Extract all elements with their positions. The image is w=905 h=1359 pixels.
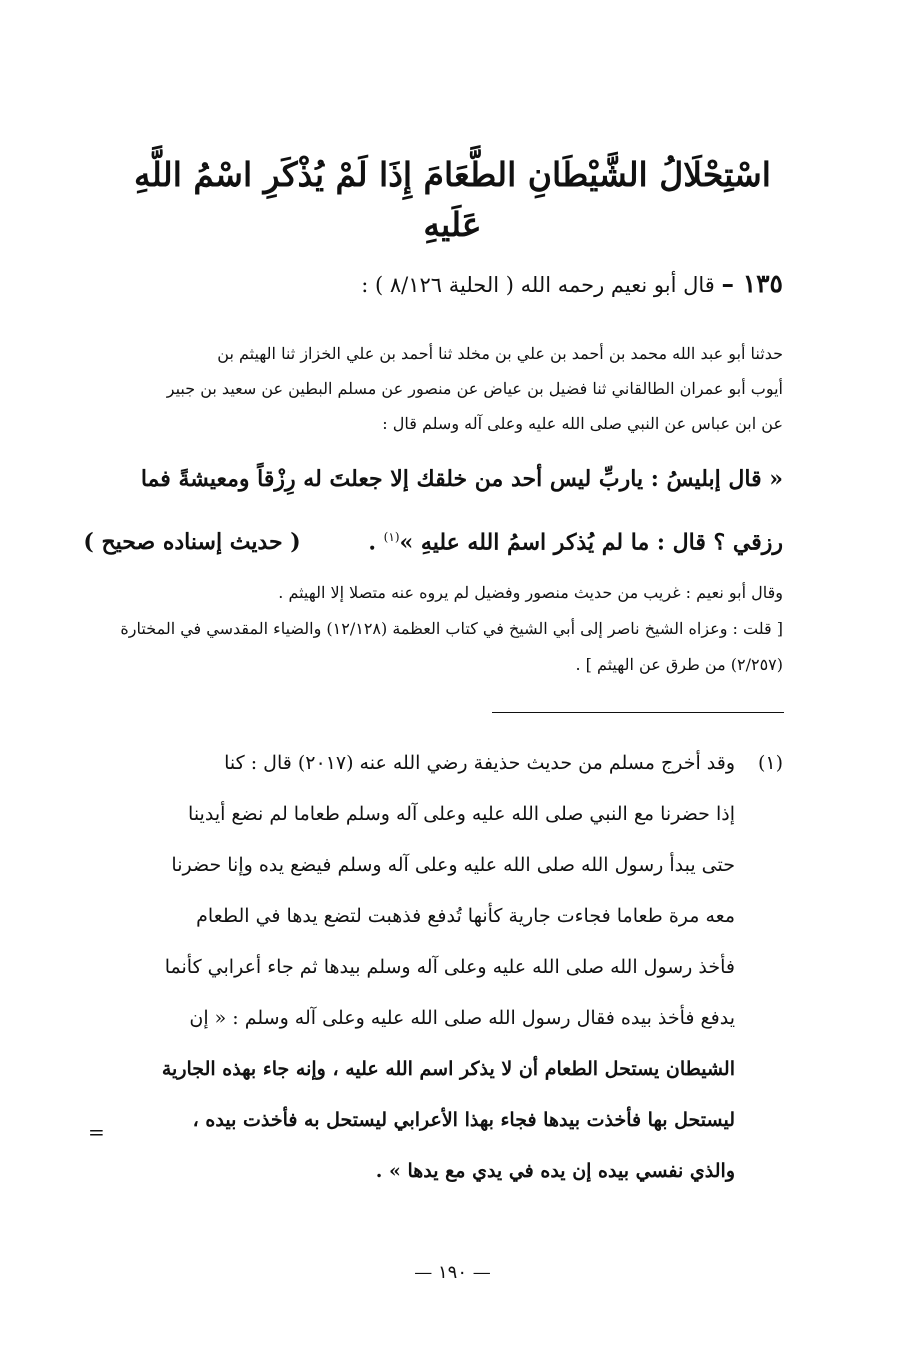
footnote bbox=[110, 738, 783, 1197]
footnote-bold-line: الشيطان يستحل الطعام أن لا يذكر اسم الله عليه ، وإنه جاء بهذه الجارية bbox=[161, 1058, 735, 1080]
chain-line: أيوب أبو عمران الطالقاني ثنا فضيل بن عياض عن منصور عن مسلم البطين عن سعيد بن جبير bbox=[166, 379, 783, 398]
hadith-intro: قال أبو نعيم رحمه الله ( الحلية ٨/١٢٦ ) : bbox=[361, 273, 715, 297]
footnote-line: حتى يبدأ رسول الله صلى الله عليه وعلى آله وسلم فيضع يده وإنا حضرنا bbox=[171, 854, 735, 876]
footnote-number: (١) bbox=[757, 752, 783, 774]
matn-line bbox=[83, 508, 783, 571]
footnote-line: إذا حضرنا مع النبي صلى الله عليه وعلى آله وسلم طعاما لم نضع أيدينا bbox=[188, 803, 735, 825]
note-line: وقال أبو نعيم : غريب من حديث منصور وفضيل لم يروه عنه متصلا إلا الهيثم . bbox=[278, 583, 783, 602]
hadith-grade: ( حديث إسناده صحيح ) bbox=[83, 529, 301, 556]
hadith-heading bbox=[100, 262, 783, 307]
hadith-notes bbox=[110, 575, 783, 683]
footnote-bold-line: ليستحل بها فأخذت بيدها فجاء بهذا الأعرابي ليستحل به فأخذت بيده ، bbox=[192, 1109, 735, 1131]
page-number: — ١٩٠ — bbox=[414, 1262, 491, 1283]
footnote-bold-line: والذي نفسي بيده إن يده في يدي مع يدها » . bbox=[375, 1160, 735, 1182]
chain-line: عن ابن عباس عن النبي صلى الله عليه وعلى آله وسلم قال : bbox=[382, 414, 783, 433]
footnote-body bbox=[110, 738, 735, 1197]
note-line: (٢/٢٥٧) من طرق عن الهيثم ] . bbox=[575, 655, 783, 674]
note-line: [ قلت : وعزاه الشيخ ناصر إلى أبي الشيخ في كتاب العظمة (١٢/١٢٨) والضياء المقدسي في المختارة bbox=[120, 619, 783, 638]
continuation-mark: = bbox=[88, 1120, 105, 1144]
matn-end: . bbox=[368, 529, 376, 556]
hadith-text bbox=[83, 450, 783, 571]
footnote-line: وقد أخرج مسلم من حديث حذيفة رضي الله عنه (٢٠١٧) قال : كنا bbox=[224, 752, 735, 774]
footnote-ref[interactable]: (١) bbox=[383, 530, 400, 544]
matn-line: « قال إبليسُ : ياربِّ ليس أحد من خلقك إلا جعلتَ له رِزْقاً ومعيشةً فما bbox=[140, 466, 783, 492]
chapter-title: اسْتِحْلَالُ الشَّيْطَانِ الطَّعَامَ إِذَا لَمْ يُذْكَرِ اسْمُ اللَّهِ عَلَيهِ bbox=[134, 155, 771, 244]
footnote-line: يدفع فأخذ بيده فقال رسول الله صلى الله عليه وعلى آله وسلم : « إن bbox=[189, 1007, 735, 1029]
matn-text: رزقي ؟ قال : ما لم يُذكر اسمُ الله عليهِ » bbox=[399, 529, 783, 556]
isnad-chain bbox=[110, 336, 783, 441]
hadith-number: ١٣٥ – bbox=[721, 269, 783, 298]
footnote-line: فأخذ رسول الله صلى الله عليه وعلى آله وسلم بيدها ثم جاء أعرابي كأنما bbox=[164, 956, 735, 978]
chain-line: حدثنا أبو عبد الله محمد بن أحمد بن علي بن مخلد ثنا أحمد بن علي الخزاز ثنا الهيثم بن bbox=[217, 344, 783, 363]
footnote-line: معه مرة طعاما فجاءت جارية كأنها تُدفع فذهبت لتضع يدها في الطعام bbox=[196, 905, 735, 927]
footnote-divider bbox=[492, 712, 784, 713]
